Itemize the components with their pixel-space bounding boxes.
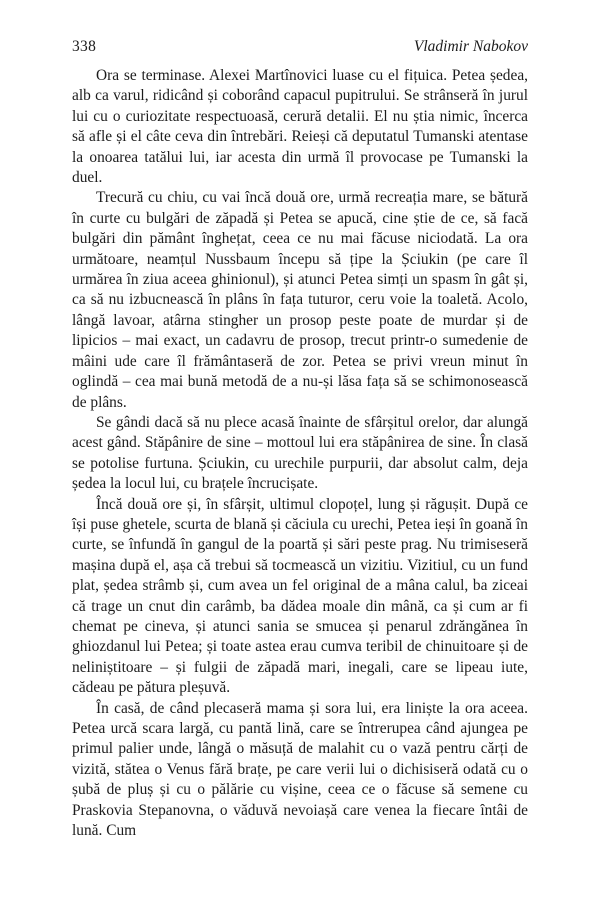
paragraph: Încă două ore și, în sfârșit, ultimul clopoțel, lung și răgușit. După ce își puse ghetele, scurta de blană și căciula cu urechi, Petea ieși în goană în curte, se înfundă în gangul de la poartă și sări peste prag. Nu trimiseseră mașina după el, așa că trebui să tocmească un vizitiu. Vizitiul, cu un fund plat, ședea strâmb și, cum avea un fel original de a mâna calul, ba ziceai că trage un cnut din carâmb, ba dădea moale din mână, ca și cum ar fi chemat pe cineva, și atunci sania se smucea și penarul zdrăngănea în ghiozdanul lui Petea; și toate astea erau cumva teribil de chinuitoare și de neliniștitoare – și fulgii de zăpadă mari, inegali, care se lipeau iute, cădeau pe pătura pleșuvă. bbox=[72, 495, 528, 697]
paragraph: Ora se terminase. Alexei Martînovici luase cu el fițuica. Petea ședea, alb ca varul, ridicând și coborând capacul pupitrului. Se strânseră în jurul lui cu o curiozitate respectuoasă, cerură detalii. El nu știa nimic, încerca să afle și el câte ceva din întrebări. Reieși că deputatul Tumanski atentase la onoarea tatălui lui, iar acesta din urmă îl provocase pe Tumanski la duel. bbox=[72, 67, 528, 187]
page-number: 338 bbox=[72, 38, 97, 55]
running-head-author: Vladimir Nabokov bbox=[413, 38, 528, 55]
paragraph: În casă, de când plecaseră mama și sora lui, era liniște la ora aceea. Petea urcă scara largă, cu pantă lină, care se întrerupea când ajungea pe primul palier unde, lângă o măsuță de malahit cu o vază pentru cărți de vizită, stătea o Venus fără brațe, pe care verii lui o dichisiseră odată cu o șubă de pluș și cu o pălărie cu vișine, ceea ce o făcuse să semene cu Praskovia Stepanovna, o văduvă nevoiașă care venea la fiecare întâi de lună. Cum bbox=[72, 699, 528, 840]
paragraph: Se gândi dacă să nu plece acasă înainte de sfârșitul orelor, dar alungă acest gând. Stăpânire de sine – mottoul lui era stăpânirea de sine. În clasă se potolise furtuna. Șciukin, cu urechile purpurii, dar absolut calm, deja ședea la locul lui, cu brațele încrucișate. bbox=[72, 413, 528, 493]
paragraph: Trecură cu chiu, cu vai încă două ore, urmă recreația mare, se bătură în curte cu bulgări de zăpadă și Petea se apucă, cine știe de ce, să facă bulgări din pământ înghețat, ceea ce nu mai făcuse niciodată. La ora următoare, neamțul Nussbaum începu să țipe la Șciukin (pe care îl urmărea în ziua aceea ghinionul), și atunci Petea simți un spasm în gât și, ca să nu izbucnească în plâns în fața tuturor, ceru voie la toaletă. Acolo, lângă lavoar, atârna stingher un prosop peste poate de murdar și de lipicios – mai exact, un cadavru de prosop, trecut printr-o sumedenie de mâini ude care îl frământaseră de zor. Petea se privi vreun minut în oglindă – cea mai bună metodă de a nu-și lăsa fața să se schimonosească de plâns. bbox=[72, 189, 528, 411]
body-text bbox=[72, 66, 528, 841]
page-header bbox=[72, 38, 528, 62]
